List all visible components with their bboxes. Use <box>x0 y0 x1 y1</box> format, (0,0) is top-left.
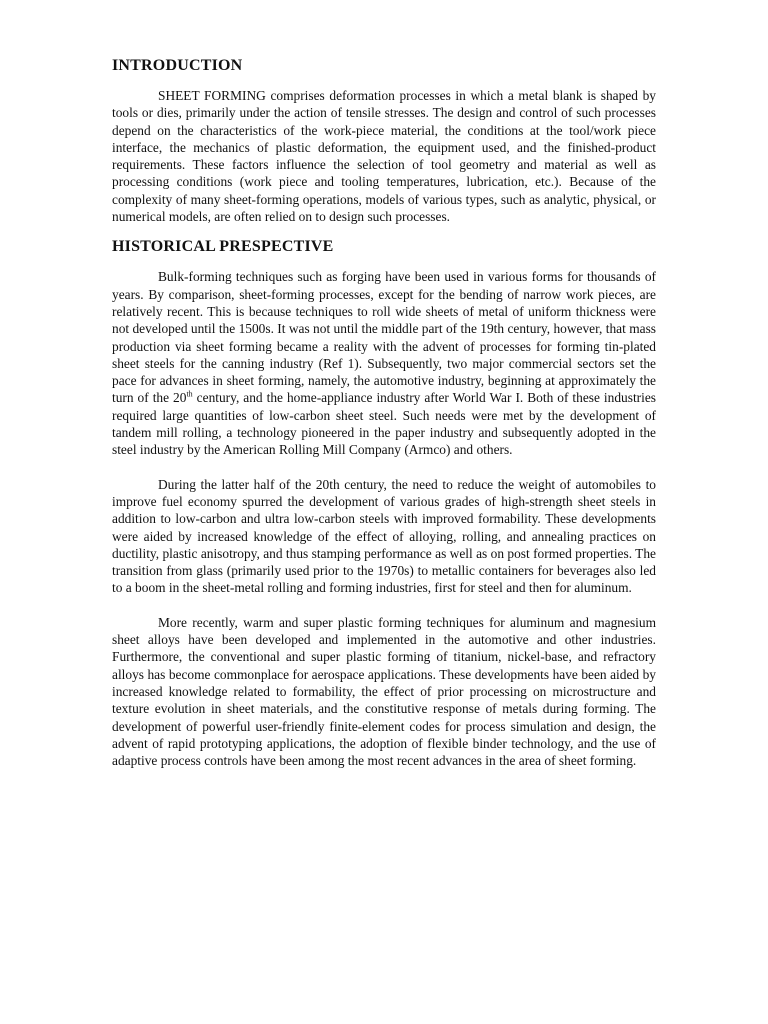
history-paragraph-3: More recently, warm and super plastic forming techniques for aluminum and magnesium sheet alloys have been developed and implemented in the automotive and other industries. Furthermore, the conventional and super plastic forming of titanium, nickel-base, and refractory alloys has become commonplace for aerospace applications. These developments have been aided by increased knowledge related to formability, the effect of prior processing on microstructure and texture evolution in sheet materials, and the constitutive response of metals during forming. The development of powerful user-friendly finite-element codes for process simulation and design, the advent of rapid prototyping applications, the adoption of flexible binder technology, and the use of adaptive process controls have been among the most recent advances in the area of sheet forming. <box>112 614 656 769</box>
introduction-paragraph: SHEET FORMING comprises deformation processes in which a metal blank is shaped by tools or dies, primarily under the action of tensile stresses. The design and control of such processes depend on the characteristics of the work-piece material, the conditions at the tool/work piece interface, the mechanics of plastic deformation, the equipment used, and the finished-product requirements. These factors influence the selection of tool geometry and material as well as processing conditions (work piece and tooling temperatures, lubrication, etc.). Because of the complexity of many sheet-forming operations, models of various types, such as analytic, physical, or numerical models, are often relied on to design such processes. <box>112 88 656 225</box>
history-paragraph-1 <box>112 268 656 458</box>
history-paragraph-2: During the latter half of the 20th century, the need to reduce the weight of automobiles to improve fuel economy spurred the development of various grades of high-strength sheet steels in addition to low-carbon and ultra low-carbon steels with improved formability. These developments were aided by increased knowledge of the effect of alloying, rolling, and annealing practices on ductility, plastic anisotropy, and thus stamping performance as well as on post formed properties. The transition from glass (primarily used prior to the 1970s) to metallic containers for beverages also led to a boom in the sheet-metal rolling and forming industries, first for steel and then for aluminum. <box>112 476 656 596</box>
history-paragraph-1-part-2: century, and the home-appliance industry after World War I. Both of these industries required large quantities of low-carbon sheet steel. Such needs were met by the development of tandem mill rolling, a technology pioneered in the paper industry and subsequently adopted in the steel industry by the American Rolling Mill Company (Armco) and others. <box>112 390 656 458</box>
introduction-heading: INTRODUCTION <box>112 57 243 74</box>
document-page <box>112 56 656 769</box>
historical-perspective-heading: HISTORICAL PRESPECTIVE <box>112 238 334 256</box>
superscript-th: th <box>186 389 193 399</box>
history-paragraph-1-part-1: Bulk-forming techniques such as forging have been used in various forms for thousands of years. By comparison, sheet-forming processes, except for the bending of narrow work pieces, are relatively recent. This is because techniques to roll wide sheets of metal of uniform thickness were not developed until the 1500s. It was not until the middle part of the 19th century, however, that mass production via sheet forming became a reality with the advent of processes for forming tin-plated sheet steels for the canning industry (Ref 1). Subsequently, two major commercial sectors set the pace for advances in sheet forming, namely, the automotive industry, beginning at approximately the turn of the 20 <box>112 269 656 406</box>
